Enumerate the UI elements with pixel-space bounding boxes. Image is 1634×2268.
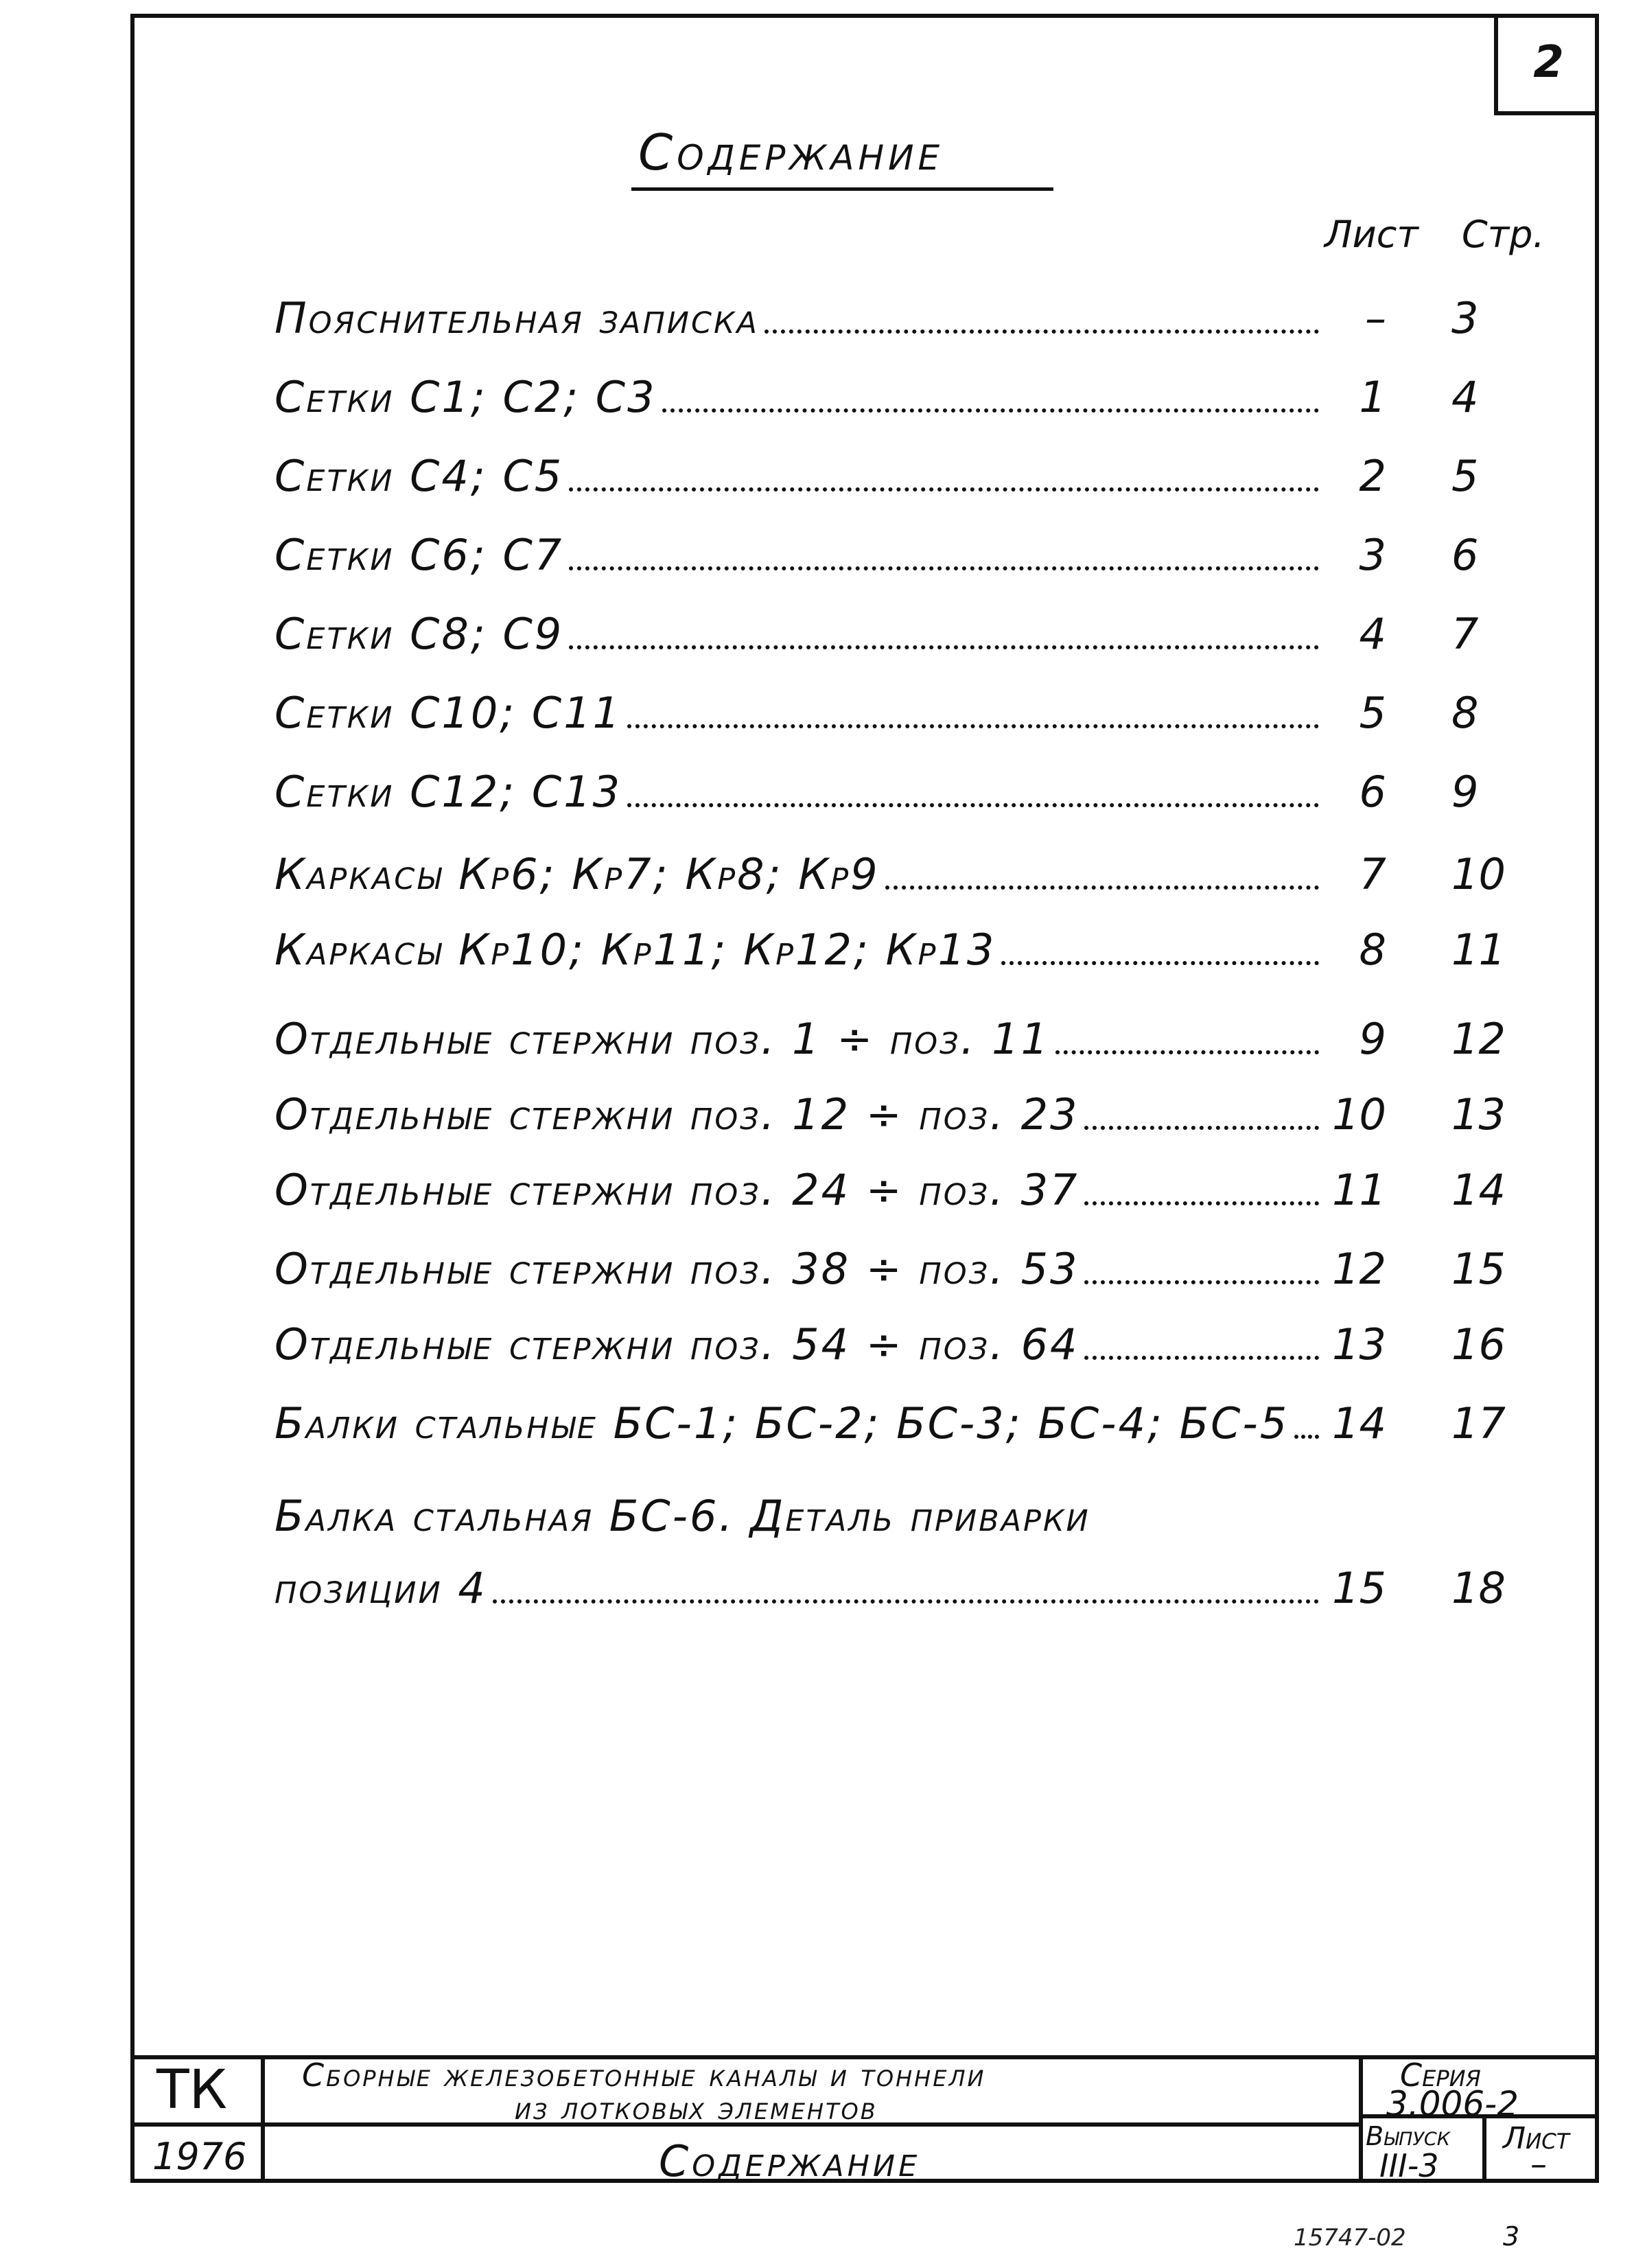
entry-page-number: 16: [1451, 1319, 1506, 1369]
entry-label: Пояснительная записка: [275, 293, 759, 343]
entry-label: Сетки С8; С9: [275, 609, 564, 659]
entry-label: Каркасы Кр6; Кр7; Кр8; Кр9: [275, 849, 880, 899]
page-number: 2: [1533, 37, 1564, 88]
dot-leader: [627, 724, 1319, 728]
entry-label: Сетки С4; С5: [275, 451, 564, 501]
entry-label: Сетки С1; С2; С3: [275, 372, 657, 422]
issue-value: III-3: [1379, 2147, 1439, 2184]
entry-sheet-number: 10: [1332, 1089, 1386, 1139]
contents-entry: [275, 439, 1479, 501]
entry-page-number: 9: [1451, 767, 1479, 817]
entry-page-number: 15: [1451, 1244, 1506, 1294]
entry-page-number: 3: [1451, 293, 1479, 343]
entry-label: Сетки С12; С13: [275, 767, 622, 817]
entry-page-number: 17: [1451, 1398, 1506, 1448]
entry-label: Отдельные стержни поз. 24 ÷ поз. 37: [275, 1165, 1079, 1215]
dot-leader: [1001, 961, 1319, 965]
entry-label: Отдельные стержни поз. 38 ÷ поз. 53: [275, 1244, 1079, 1294]
series-value: 3.006-2: [1386, 2084, 1519, 2124]
dot-leader: [662, 408, 1319, 413]
page-number-box: [1494, 14, 1599, 115]
dot-leader: [569, 566, 1319, 570]
contents-entry: [275, 1308, 1506, 1369]
contents-entry: [275, 1153, 1506, 1215]
contents-entry: [275, 518, 1479, 580]
entry-sheet-number: 4: [1359, 609, 1386, 659]
entry-label: Отдельные стержни поз. 1 ÷ поз. 11: [275, 1014, 1051, 1064]
dot-leader: [1084, 1356, 1319, 1360]
title-block-divider-right: [1359, 2055, 1363, 2183]
entry-sheet-number: 14: [1332, 1398, 1386, 1448]
contents-entry-last-line1: Балка стальная БС-6. Деталь приварки: [275, 1491, 1090, 1541]
dot-leader: [1294, 1435, 1319, 1439]
contents-entry: [275, 1387, 1506, 1448]
entry-sheet-number: 9: [1359, 1014, 1386, 1064]
dot-leader: [765, 329, 1319, 334]
title-underline: [631, 187, 1053, 191]
entry-sheet-number: 5: [1359, 688, 1386, 738]
title-block-divider-sheet: [1482, 2114, 1486, 2183]
entry-page-number: 13: [1451, 1089, 1506, 1139]
entry-sheet-number: 3: [1359, 530, 1386, 580]
column-header-sheet: Лист: [1324, 213, 1419, 256]
series-label: Серия: [1400, 2057, 1481, 2094]
dot-leader: [569, 645, 1319, 649]
document-title: Содержание: [638, 124, 944, 181]
project-title-line1: Сборные железобетонные каналы и тоннели: [302, 2057, 986, 2094]
entry-page-number: 5: [1451, 451, 1479, 501]
entry-page-number: 12: [1451, 1014, 1506, 1064]
dot-leader: [885, 886, 1319, 890]
entry-sheet-number: 15: [1332, 1563, 1386, 1613]
dot-leader: [1084, 1126, 1319, 1130]
entry-label: Отдельные стержни поз. 12 ÷ поз. 23: [275, 1089, 1079, 1139]
entry-page-number: 6: [1451, 530, 1479, 580]
entry-page-number: 11: [1451, 925, 1506, 975]
dot-leader: [1084, 1280, 1319, 1284]
entry-sheet-number: 12: [1332, 1244, 1386, 1294]
entry-page-number: 14: [1451, 1165, 1506, 1215]
entry-sheet-number: 8: [1359, 925, 1386, 975]
entry-page-number: 10: [1451, 849, 1506, 899]
entry-sheet-number: 6: [1359, 767, 1386, 817]
contents-entry: [275, 1002, 1506, 1064]
entry-label: Сетки С10; С11: [275, 688, 622, 738]
dot-leader: [569, 487, 1319, 491]
contents-entry: [275, 1078, 1506, 1139]
sheet-title: Содержание: [659, 2136, 921, 2186]
entry-page-number: 8: [1451, 688, 1479, 738]
entry-page-number: 7: [1451, 609, 1479, 659]
contents-entry-last: [275, 1551, 1506, 1613]
column-header-page: Стр.: [1462, 213, 1545, 256]
contents-entry: [275, 676, 1479, 738]
sheet-value: –: [1530, 2145, 1547, 2184]
contents-entry: [275, 913, 1506, 975]
contents-entry: [275, 281, 1479, 343]
footer-number: 3: [1503, 2221, 1520, 2252]
entry-sheet-number: 13: [1332, 1319, 1386, 1369]
contents-entry: [275, 360, 1479, 422]
year: 1976: [152, 2135, 247, 2178]
contents-entry: [275, 837, 1506, 899]
entry-label: Сетки С6; С7: [275, 530, 564, 580]
entry-sheet-number: –: [1365, 293, 1386, 343]
title-block-divider-left: [261, 2055, 265, 2183]
drawing-code: 15747-02: [1294, 2224, 1406, 2252]
entry-label: Балки стальные БС-1; БС-2; БС-3; БС-4; БС-5: [275, 1398, 1289, 1448]
sheet-label: Лист: [1503, 2121, 1569, 2156]
project-title-line2: из лотковых элементов: [515, 2090, 878, 2127]
dot-leader: [493, 1599, 1319, 1604]
org-code: ТК: [156, 2059, 228, 2121]
entry-label: Отдельные стержни поз. 54 ÷ поз. 64: [275, 1319, 1079, 1369]
dot-leader: [1055, 1050, 1319, 1054]
contents-entry: [275, 755, 1479, 817]
dot-leader: [627, 803, 1319, 807]
entry-label: позиции 4: [275, 1563, 487, 1613]
entry-sheet-number: 2: [1359, 451, 1386, 501]
dot-leader: [1084, 1201, 1319, 1205]
entry-page-number: 4: [1451, 372, 1479, 422]
entry-page-number: 18: [1451, 1563, 1506, 1613]
entry-sheet-number: 1: [1359, 372, 1386, 422]
entry-sheet-number: 11: [1332, 1165, 1386, 1215]
entry-sheet-number: 7: [1359, 849, 1386, 899]
issue-label: Выпуск: [1366, 2121, 1450, 2151]
contents-entry: [275, 1232, 1506, 1294]
contents-entry: [275, 597, 1479, 659]
entry-label: Каркасы Кр10; Кр11; Кр12; Кр13: [275, 925, 996, 975]
